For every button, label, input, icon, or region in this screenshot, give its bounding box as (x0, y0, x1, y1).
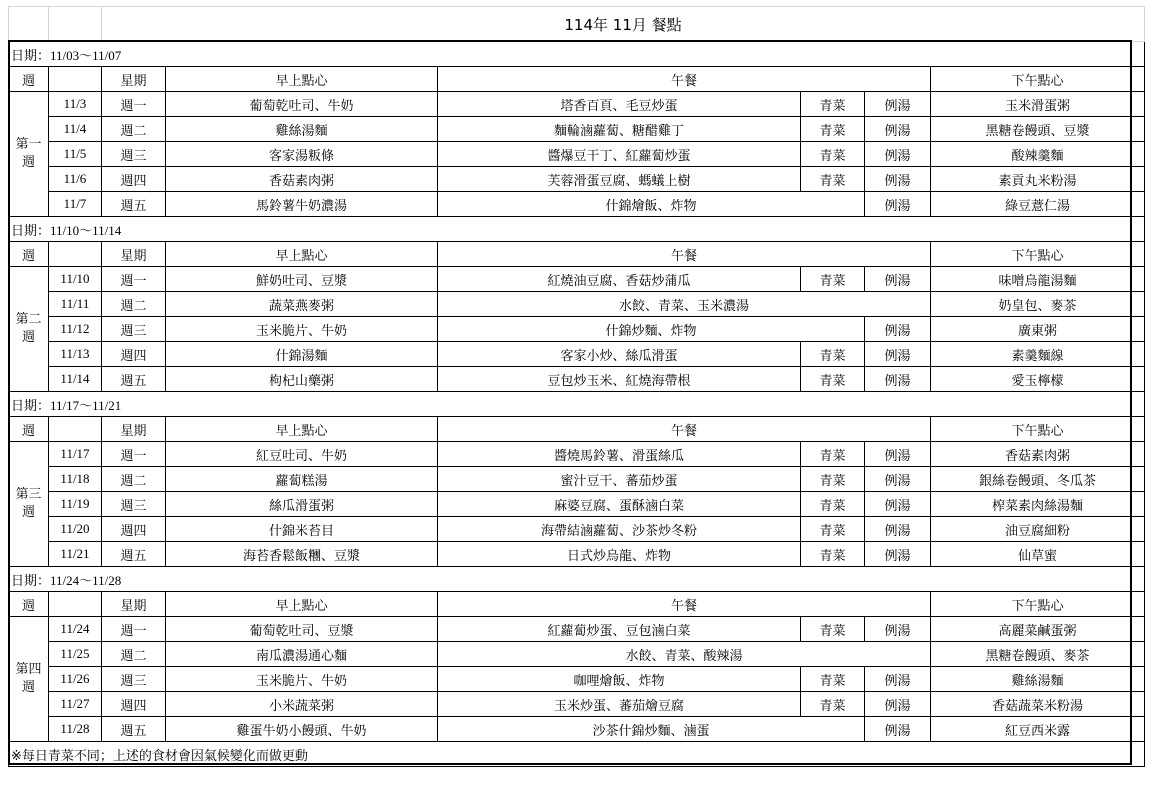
soup-item: 例湯 (865, 667, 931, 692)
breakfast-item: 蘿蔔糕湯 (166, 467, 438, 492)
day-weekday: 週四 (102, 342, 166, 367)
day-date: 11/13 (49, 342, 102, 367)
day-weekday: 週五 (102, 542, 166, 567)
day-weekday: 週二 (102, 642, 166, 667)
menu-day-row (9, 467, 1145, 492)
week-label (9, 617, 49, 742)
menu-sheet (8, 6, 1132, 767)
header-lunch: 午餐 (438, 67, 931, 92)
header-lunch: 午餐 (438, 417, 931, 442)
menu-day-row (9, 342, 1145, 367)
day-date: 11/10 (49, 267, 102, 292)
soup-item: 例湯 (865, 517, 931, 542)
lunch-item: 蜜汁豆干、蕃茄炒蛋 (438, 467, 801, 492)
soup-item: 例湯 (865, 717, 931, 742)
day-date: 11/7 (49, 192, 102, 217)
menu-body (9, 7, 1145, 767)
date-range-value: 11/24～11/28 (50, 572, 122, 588)
day-weekday: 週五 (102, 717, 166, 742)
snack-item: 素羹麵線 (931, 342, 1145, 367)
day-weekday: 週五 (102, 192, 166, 217)
day-weekday: 週四 (102, 167, 166, 192)
vegetable-item: 青菜 (801, 342, 865, 367)
snack-item: 素貢丸米粉湯 (931, 167, 1145, 192)
header-date-blank (49, 242, 102, 267)
vegetable-item: 青菜 (801, 142, 865, 167)
day-weekday: 週一 (102, 617, 166, 642)
soup-item: 例湯 (865, 267, 931, 292)
soup-item: 例湯 (865, 367, 931, 392)
header-snack: 下午點心 (931, 592, 1145, 617)
day-date: 11/28 (49, 717, 102, 742)
header-week: 週 (9, 242, 49, 267)
header-date-blank (49, 417, 102, 442)
vegetable-item: 青菜 (801, 492, 865, 517)
vegetable-item: 青菜 (801, 542, 865, 567)
header-breakfast: 早上點心 (166, 67, 438, 92)
week-label-text: 第四週 (15, 662, 42, 695)
day-date: 11/4 (49, 117, 102, 142)
snack-item: 黑糖卷饅頭、豆漿 (931, 117, 1145, 142)
date-range-value: 11/10～11/14 (50, 222, 122, 238)
column-header-row (9, 592, 1145, 617)
lunch-full-item: 水餃、青菜、玉米濃湯 (438, 292, 931, 317)
day-weekday: 週五 (102, 367, 166, 392)
breakfast-item: 香菇素肉粥 (166, 167, 438, 192)
breakfast-item: 雞蛋牛奶小饅頭、牛奶 (166, 717, 438, 742)
week-label-text: 第一週 (15, 137, 42, 170)
soup-item: 例湯 (865, 467, 931, 492)
soup-item: 例湯 (865, 117, 931, 142)
lunch-full-item: 水餃、青菜、酸辣湯 (438, 642, 931, 667)
soup-item: 例湯 (865, 167, 931, 192)
snack-item: 廣東粥 (931, 317, 1145, 342)
date-range-label: 日期： (11, 48, 51, 64)
lunch-item: 紅蘿蔔炒蛋、豆包滷白菜 (438, 617, 801, 642)
day-weekday: 週一 (102, 92, 166, 117)
title-blank-cell (9, 7, 49, 42)
soup-item: 例湯 (865, 492, 931, 517)
breakfast-item: 紅豆吐司、牛奶 (166, 442, 438, 467)
day-date: 11/27 (49, 692, 102, 717)
menu-day-row (9, 667, 1145, 692)
breakfast-item: 雞絲湯麵 (166, 117, 438, 142)
breakfast-item: 絲瓜滑蛋粥 (166, 492, 438, 517)
day-weekday: 週三 (102, 142, 166, 167)
snack-item: 愛玉檸檬 (931, 367, 1145, 392)
vegetable-item: 青菜 (801, 692, 865, 717)
menu-day-row (9, 442, 1145, 467)
header-breakfast: 早上點心 (166, 417, 438, 442)
day-weekday: 週三 (102, 667, 166, 692)
footnote: ※每日青菜不同；上述的食材會因氣候變化而做更動 (9, 742, 1145, 767)
soup-item: 例湯 (865, 442, 931, 467)
lunch-item: 沙茶什錦炒麵、滷蛋 (438, 717, 865, 742)
header-snack: 下午點心 (931, 417, 1145, 442)
header-snack: 下午點心 (931, 242, 1145, 267)
header-weekday: 星期 (102, 242, 166, 267)
breakfast-item: 海苔香鬆飯糰、豆漿 (166, 542, 438, 567)
day-weekday: 週二 (102, 467, 166, 492)
column-header-row (9, 417, 1145, 442)
header-date-blank (49, 67, 102, 92)
breakfast-item: 葡萄乾吐司、豆漿 (166, 617, 438, 642)
lunch-item: 什錦炒麵、炸物 (438, 317, 865, 342)
menu-day-row (9, 292, 1145, 317)
vegetable-item: 青菜 (801, 442, 865, 467)
lunch-item: 醬爆豆干丁、紅蘿蔔炒蛋 (438, 142, 801, 167)
snack-item: 銀絲卷饅頭、冬瓜茶 (931, 467, 1145, 492)
breakfast-item: 鮮奶吐司、豆漿 (166, 267, 438, 292)
soup-item: 例湯 (865, 92, 931, 117)
day-weekday: 週一 (102, 442, 166, 467)
lunch-item: 咖哩燴飯、炸物 (438, 667, 801, 692)
header-weekday: 星期 (102, 67, 166, 92)
menu-day-row (9, 717, 1145, 742)
menu-day-row (9, 117, 1145, 142)
menu-day-row (9, 492, 1145, 517)
date-range-value: 11/03～11/07 (50, 47, 122, 63)
menu-table (8, 6, 1145, 767)
day-weekday: 週四 (102, 517, 166, 542)
header-date-blank (49, 592, 102, 617)
vegetable-item: 青菜 (801, 617, 865, 642)
menu-day-row (9, 692, 1145, 717)
date-range (9, 217, 1145, 242)
lunch-item: 什錦燴飯、炸物 (438, 192, 865, 217)
header-breakfast: 早上點心 (166, 592, 438, 617)
lunch-item: 日式炒烏龍、炸物 (438, 542, 801, 567)
snack-item: 玉米滑蛋粥 (931, 92, 1145, 117)
menu-day-row (9, 367, 1145, 392)
snack-item: 紅豆西米露 (931, 717, 1145, 742)
snack-item: 奶皇包、麥茶 (931, 292, 1145, 317)
snack-item: 黑糖卷饅頭、麥茶 (931, 642, 1145, 667)
footnote-row (9, 742, 1145, 767)
vegetable-item: 青菜 (801, 267, 865, 292)
breakfast-item: 玉米脆片、牛奶 (166, 317, 438, 342)
day-date: 11/11 (49, 292, 102, 317)
week-label-text: 第二週 (15, 312, 42, 345)
day-date: 11/18 (49, 467, 102, 492)
header-week: 週 (9, 417, 49, 442)
snack-item: 高麗菜鹹蛋粥 (931, 617, 1145, 642)
week-label-text: 第三週 (15, 487, 42, 520)
breakfast-item: 客家湯粄條 (166, 142, 438, 167)
vegetable-item: 青菜 (801, 367, 865, 392)
breakfast-item: 葡萄乾吐司、牛奶 (166, 92, 438, 117)
snack-item: 仙草蜜 (931, 542, 1145, 567)
lunch-item: 塔香百頁、毛豆炒蛋 (438, 92, 801, 117)
vegetable-item: 青菜 (801, 467, 865, 492)
header-snack: 下午點心 (931, 67, 1145, 92)
snack-item: 綠豆薏仁湯 (931, 192, 1145, 217)
lunch-item: 客家小炒、絲瓜滑蛋 (438, 342, 801, 367)
soup-item: 例湯 (865, 692, 931, 717)
day-date: 11/25 (49, 642, 102, 667)
lunch-item: 海帶結滷蘿蔔、沙茶炒冬粉 (438, 517, 801, 542)
breakfast-item: 什錦米苔目 (166, 517, 438, 542)
menu-day-row (9, 542, 1145, 567)
title-row (9, 7, 1145, 42)
menu-day-row (9, 317, 1145, 342)
day-weekday: 週二 (102, 292, 166, 317)
lunch-item: 醬燒馬鈴薯、滑蛋絲瓜 (438, 442, 801, 467)
lunch-item: 紅燒油豆腐、香菇炒蒲瓜 (438, 267, 801, 292)
snack-item: 香菇蔬菜米粉湯 (931, 692, 1145, 717)
menu-day-row (9, 617, 1145, 642)
breakfast-item: 什錦湯麵 (166, 342, 438, 367)
day-weekday: 週四 (102, 692, 166, 717)
snack-item: 香菇素肉粥 (931, 442, 1145, 467)
date-range (9, 392, 1145, 417)
vegetable-item: 青菜 (801, 517, 865, 542)
day-weekday: 週一 (102, 267, 166, 292)
snack-item: 酸辣羹麵 (931, 142, 1145, 167)
menu-day-row (9, 267, 1145, 292)
header-lunch: 午餐 (438, 592, 931, 617)
soup-item: 例湯 (865, 342, 931, 367)
date-range (9, 567, 1145, 592)
date-range-row (9, 567, 1145, 592)
breakfast-item: 南瓜濃湯通心麵 (166, 642, 438, 667)
vegetable-item: 青菜 (801, 117, 865, 142)
header-weekday: 星期 (102, 417, 166, 442)
day-date: 11/3 (49, 92, 102, 117)
menu-day-row (9, 167, 1145, 192)
lunch-item: 玉米炒蛋、蕃茄燴豆腐 (438, 692, 801, 717)
header-weekday: 星期 (102, 592, 166, 617)
day-date: 11/14 (49, 367, 102, 392)
date-range (9, 42, 1145, 67)
header-week: 週 (9, 592, 49, 617)
breakfast-item: 枸杞山藥粥 (166, 367, 438, 392)
breakfast-item: 小米蔬菜粥 (166, 692, 438, 717)
breakfast-item: 蔬菜燕麥粥 (166, 292, 438, 317)
page-title: 114年 11月 餐點 (102, 7, 1145, 42)
date-range-row (9, 392, 1145, 417)
date-range-row (9, 42, 1145, 67)
vegetable-item: 青菜 (801, 167, 865, 192)
day-weekday: 週三 (102, 317, 166, 342)
date-range-row (9, 217, 1145, 242)
menu-day-row (9, 92, 1145, 117)
header-week: 週 (9, 67, 49, 92)
soup-item: 例湯 (865, 542, 931, 567)
date-range-label: 日期： (11, 223, 51, 239)
menu-day-row (9, 642, 1145, 667)
day-date: 11/12 (49, 317, 102, 342)
date-range-label: 日期： (11, 398, 51, 414)
breakfast-item: 玉米脆片、牛奶 (166, 667, 438, 692)
week-label (9, 267, 49, 392)
lunch-item: 麵輪滷蘿蔔、糖醋雞丁 (438, 117, 801, 142)
soup-item: 例湯 (865, 317, 931, 342)
header-lunch: 午餐 (438, 242, 931, 267)
day-date: 11/6 (49, 167, 102, 192)
vegetable-item: 青菜 (801, 667, 865, 692)
day-date: 11/5 (49, 142, 102, 167)
day-weekday: 週三 (102, 492, 166, 517)
lunch-item: 豆包炒玉米、紅燒海帶根 (438, 367, 801, 392)
soup-item: 例湯 (865, 192, 931, 217)
column-header-row (9, 242, 1145, 267)
day-date: 11/17 (49, 442, 102, 467)
menu-day-row (9, 517, 1145, 542)
column-header-row (9, 67, 1145, 92)
snack-item: 油豆腐細粉 (931, 517, 1145, 542)
soup-item: 例湯 (865, 142, 931, 167)
snack-item: 雞絲湯麵 (931, 667, 1145, 692)
breakfast-item: 馬鈴薯牛奶濃湯 (166, 192, 438, 217)
day-date: 11/20 (49, 517, 102, 542)
menu-day-row (9, 192, 1145, 217)
snack-item: 味噌烏龍湯麵 (931, 267, 1145, 292)
week-label (9, 92, 49, 217)
lunch-item: 芙蓉滑蛋豆腐、螞蟻上樹 (438, 167, 801, 192)
soup-item: 例湯 (865, 617, 931, 642)
day-date: 11/24 (49, 617, 102, 642)
title-blank-cell (49, 7, 102, 42)
header-breakfast: 早上點心 (166, 242, 438, 267)
menu-day-row (9, 142, 1145, 167)
day-weekday: 週二 (102, 117, 166, 142)
day-date: 11/19 (49, 492, 102, 517)
day-date: 11/26 (49, 667, 102, 692)
week-label (9, 442, 49, 567)
date-range-label: 日期： (11, 573, 51, 589)
lunch-item: 麻婆豆腐、蛋酥滷白菜 (438, 492, 801, 517)
day-date: 11/21 (49, 542, 102, 567)
vegetable-item: 青菜 (801, 92, 865, 117)
snack-item: 榨菜素肉絲湯麵 (931, 492, 1145, 517)
date-range-value: 11/17～11/21 (50, 397, 122, 413)
